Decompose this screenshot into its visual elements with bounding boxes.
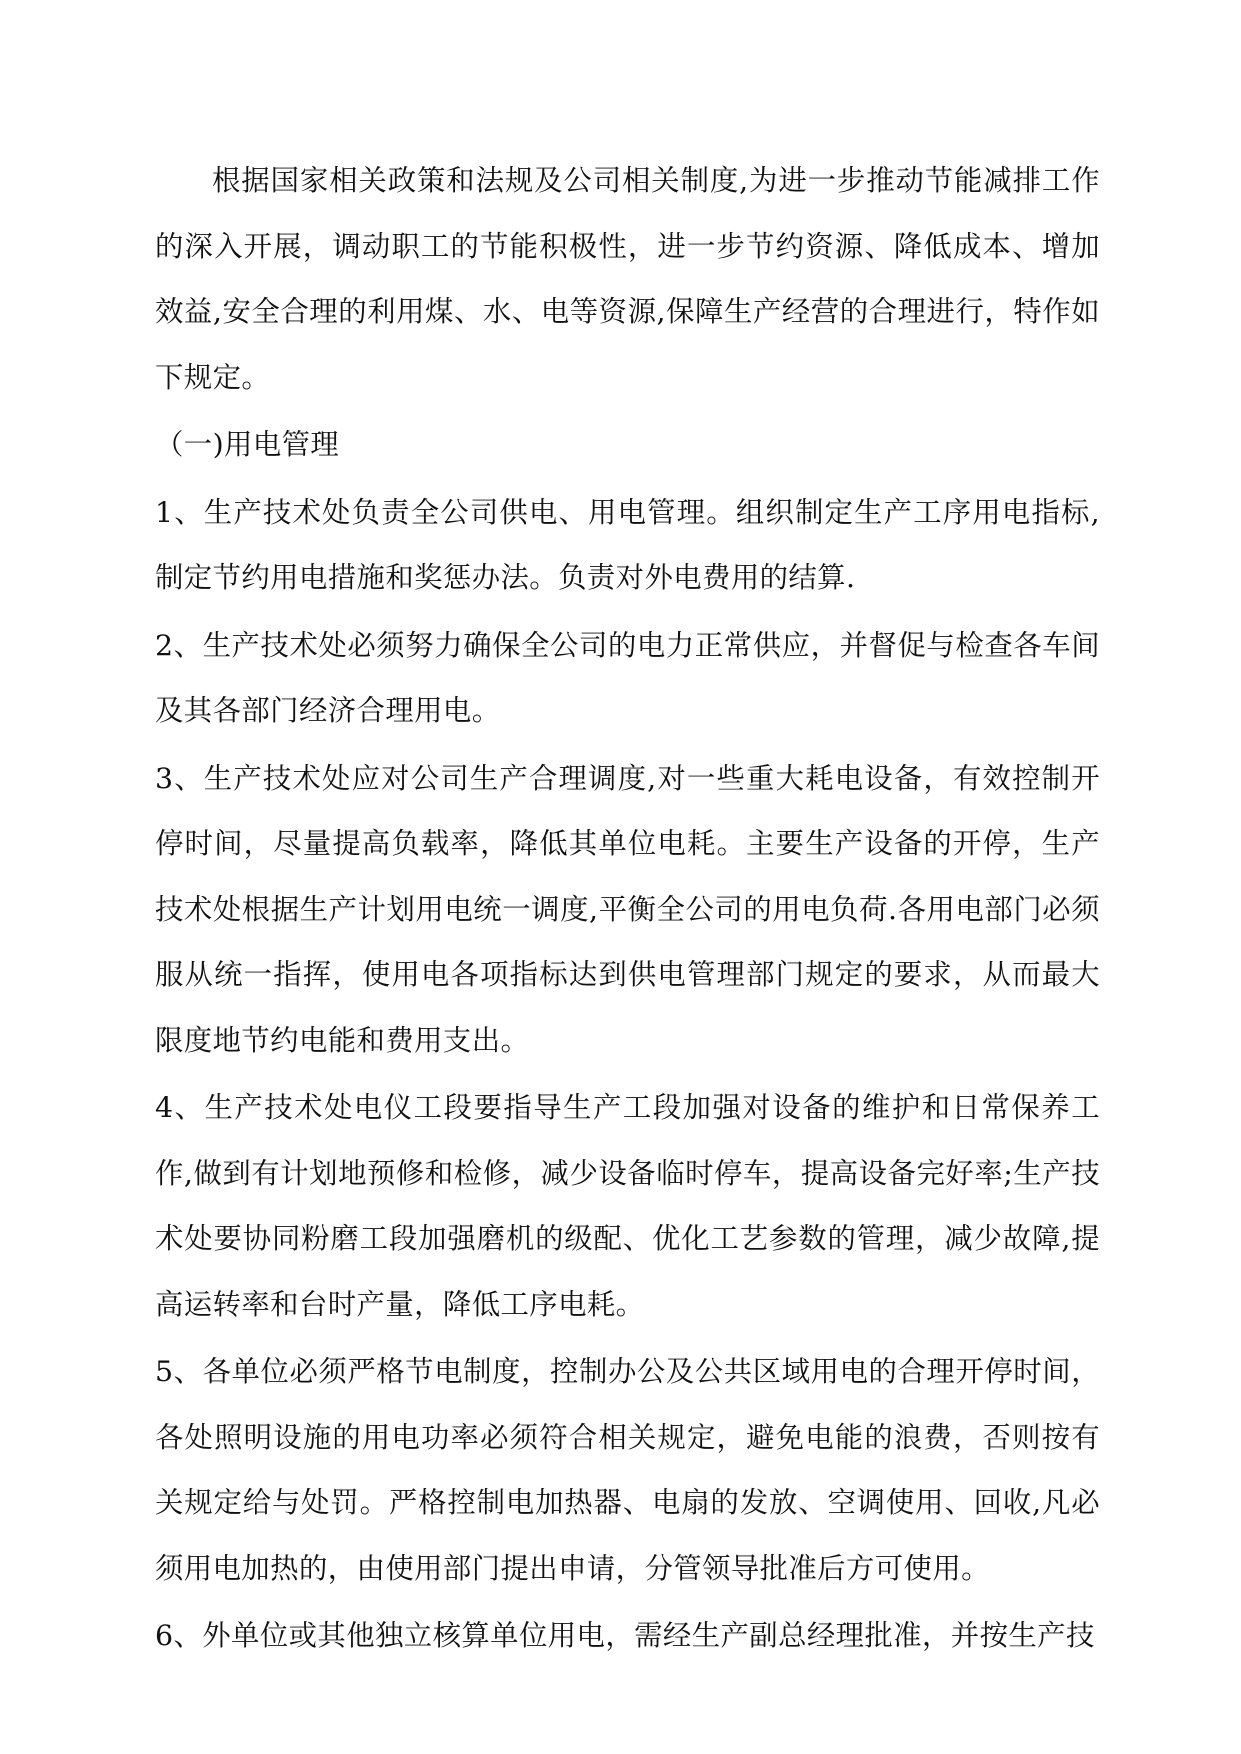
section-heading: （一)用电管理 — [155, 428, 340, 461]
intro-paragraph: 根据国家相关政策和法规及公司相关制度,为进一步推动节能减排工作的深入开展，调动职工的节能积极性，进一步节约资源、降低成本、增加效益,安全合理的利用煤、水、电等资源,保障生产经营的合理进行，特作如下规定。 — [155, 164, 1100, 394]
list-item: 6、外单位或其他独立核算单位用电，需经生产副总经理批准，并按生产技 — [155, 1619, 1095, 1652]
list-item: 4、生产技术处电仪工段要指导生产工段加强对设备的维护和日常保养工作,做到有计划地预修和检修，减少设备临时停车，提高设备完好率;生产技术处要协同粉磨工段加强磨机的级配、优化工艺参数的管理，减少故障,提高运转率和台时产量，降低工序电耗。 — [155, 1091, 1100, 1321]
list-item: 1、生产技术处负责全公司供电、用电管理。组织制定生产工序用电指标,制定节约用电措施和奖惩办法。负责对外电费用的结算. — [155, 495, 1100, 594]
list-item: 2、生产技术处必须努力确保全公司的电力正常供应，并督促与检查各车间及其各部门经济合理用电。 — [155, 628, 1100, 727]
list-item: 3、生产技术处应对公司生产合理调度,对一些重大耗电设备，有效控制开停时间，尽量提高负载率，降低其单位电耗。主要生产设备的开停，生产技术处根据生产计划用电统一调度,平衡全公司的用电负荷.各用电部门必须服从统一指挥，使用电各项指标达到供电管理部门规定的要求，从而最大限度地节约电能和费用支出。 — [155, 761, 1100, 1057]
document-body — [155, 148, 1100, 1671]
list-item: 5、各单位必须严格节电制度，控制办公及公共区域用电的合理开停时间，各处照明设施的用电功率必须符合相关规定，避免电能的浪费，否则按有关规定给与处罚。严格控制电加热器、电扇的发放、空调使用、回收,凡必须用电加热的，由使用部门提出申请，分管领导批准后方可使用。 — [155, 1355, 1100, 1585]
